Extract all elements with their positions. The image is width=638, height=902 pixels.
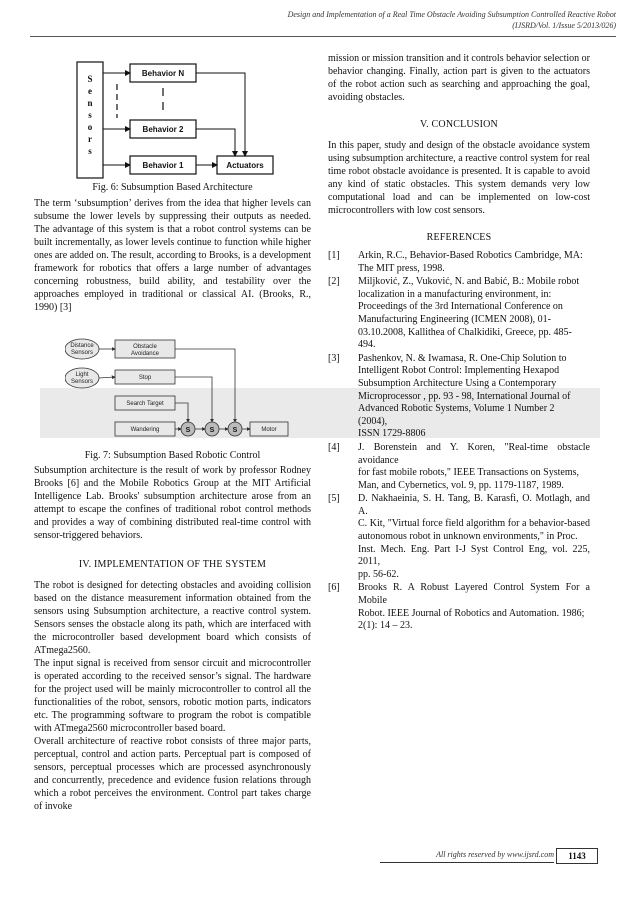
reference-line: Microprocessor , pp. 93 - 98, International Journal of — [358, 390, 571, 402]
reference-line: 2(1): 14 – 23. — [358, 620, 413, 632]
reference-line: ISSN 1729-8806 — [358, 428, 426, 440]
header-rule — [30, 36, 616, 37]
figure-6 — [75, 60, 275, 180]
stop-label: Stop — [138, 375, 152, 381]
paragraph: In this paper, study and design of the obstacle avoidance system using subsumption architecture, a reactive control system for real time robot obstacle avoidance is presented. It is capable to avoid any kind of static obstacles. This system demands very low computational load and can be implemented on low-cost microcontrollers with low cost sensors. — [328, 140, 590, 216]
search-target-label: Search Target — [126, 401, 164, 407]
reference-line: Pashenkov, N. & Iwamasa, R. One-Chip Solution to — [358, 352, 567, 364]
reference-line: Subsumption Architecture Using a Contemporary — [358, 377, 557, 389]
reference-line: Man, and Cybernetics, vol. 9, pp. 1179-1187, 1989. — [358, 479, 564, 491]
reference-line: Inst. Mech. Eng. Part I-J Syst Control Eng, vol. 225, 2011, — [358, 543, 590, 568]
suppressor-label: S — [185, 427, 191, 434]
reference-number: [2] — [328, 276, 340, 288]
figure-7-caption: Fig. 7: Subsumption Based Robotic Control — [84, 450, 261, 461]
motor-label: Motor — [261, 427, 277, 433]
figure-6-caption: Fig. 6: Subsumption Based Architecture — [92, 182, 253, 193]
reference-line: Robot. IEEE Journal of Robotics and Automation. 1986; — [358, 607, 585, 619]
footer-rights: All rights reserved by www.ijsrd.com — [436, 850, 554, 859]
arrow-behavior-n-actuators — [196, 73, 245, 156]
page-number: 1143 — [556, 848, 598, 864]
reference-line: D. Nakhaeinia, S. H. Tang, B. Karasfi, O. Motlagh, and A. — [358, 493, 590, 517]
reference-item — [328, 582, 590, 632]
figure-7-diagram — [65, 338, 290, 446]
reference-line: Arkin, R.C., Behavior-Based Robotics Cambridge, MA: — [358, 250, 583, 261]
reference-line: The MIT press, 1998. — [358, 262, 445, 274]
header-issue: (IJSRD/Vol. 1/Issue 5/2013/026) — [512, 21, 616, 30]
page-footer — [0, 846, 638, 868]
obstacle-avoidance-label: Avoidance — [131, 351, 159, 357]
footer-rule — [380, 862, 554, 863]
wandering-label: Wandering — [130, 427, 160, 433]
sensors-letter: o — [87, 122, 93, 132]
reference-number: [4] — [328, 441, 340, 453]
paragraph: Subsumption architecture is the result of work by professor Rodney Brooks [6] and the Mobile Robotics Group at the MIT Artificial Intelligence Lab. Brooks' subsumption architecture arose from an attempt to escape the confines of traditional robot control methods and provides a way of combining distributed real-time control with sensor-triggered behaviors. — [34, 465, 311, 541]
figure-6-diagram — [75, 60, 275, 180]
running-header — [16, 9, 616, 31]
sensors-letter: S — [87, 74, 93, 84]
section-heading-implementation: IV. IMPLEMENTATION OF THE SYSTEM — [78, 559, 267, 570]
reference-line: Miljković, Z., Vuković, N. and Babić, B.: Mobile robot — [358, 276, 580, 288]
sensors-letter: s — [88, 146, 92, 156]
reference-text — [358, 582, 590, 632]
reference-number: [1] — [328, 250, 340, 261]
reference-line: J. Borenstein and Y. Koren, "Real-time obstacle avoidance — [358, 441, 590, 466]
reference-line: 03.10.2008, Kallithea of Chalkidiki, Greece, pp. 485- — [358, 326, 572, 338]
paragraph: The input signal is received from sensor circuit and microcontroller is operated according to the received sensor’s signal. The hardware for the project used will be mainly microcontroller to control all the functionalities of the robot, sensors, robotic motion parts, indicators etc. The programming software to program the robot is compatible with ATmega2560 microcontroller based board. — [34, 658, 311, 734]
reference-line: localization in a manufacturing environment, in: — [358, 288, 552, 300]
distance-sensors-label: Distance — [70, 343, 94, 349]
suppressor-label: S — [232, 427, 238, 434]
reference-line: pp. 56-62. — [358, 568, 399, 580]
paragraph: Overall architecture of reactive robot consists of three major parts, perceptual, control and action parts. Perceptual part is composed of sensors, perceptual processes which are processed asynchronously and concurrently, precedence and evidence fusion relations through which a robot perceives the environment. Control part takes charge of invoke — [34, 736, 311, 812]
reference-line: Intelligent Robot Control: Implementing Hexapod — [358, 365, 560, 377]
reference-text — [358, 250, 590, 275]
reference-text — [358, 493, 590, 581]
reference-list — [328, 250, 590, 633]
reference-item — [328, 353, 590, 441]
light-sensors-label: Sensors — [70, 379, 94, 385]
paragraph: mission or mission transition and it controls behavior selection or behavior changing. Finally, action part is given to the actuators of the robot action such as searching and approaching the goal, avoiding obstacles. — [328, 53, 590, 103]
reference-line: Proceedings of the 3rd International Conference on — [358, 301, 563, 313]
reference-number: [6] — [328, 582, 340, 594]
right-column — [328, 52, 590, 634]
sensors-letter: r — [88, 134, 92, 144]
reference-item — [328, 493, 590, 581]
reference-text — [358, 276, 590, 352]
arrow-behavior-2-actuators — [196, 129, 235, 156]
reference-line: (2004), — [358, 415, 388, 427]
reference-text — [358, 442, 590, 492]
left-column-upper — [34, 197, 311, 314]
sensors-letter: s — [88, 110, 92, 120]
paragraph: The term ‘subsumption’ derives from the idea that higher levels can subsume the lower levels by suppressing their outputs as needed. The advantage of this system is that a robot control systems can be built incrementally, as lower levels continue to function while higher ones are added on. The result, according to Brooks, is a development framework for robotics that offers a large number of advantages concerning robustness, build ability, and testability over the approaches employed in traditional or classical AI. (Brooks, R., 1990) [3] — [34, 198, 311, 313]
suppressor-label: S — [209, 427, 215, 434]
reference-text — [358, 353, 590, 441]
references-heading: REFERENCES — [426, 232, 492, 243]
reference-number: [3] — [328, 352, 340, 364]
figure-7 — [65, 338, 290, 446]
reference-line: for fast mobile robots," IEEE Transactions on Systems, — [358, 467, 580, 479]
behavior-n-label: Behavior N — [141, 69, 185, 78]
sensors-letter: e — [88, 86, 92, 96]
reference-item — [328, 250, 590, 275]
distance-sensors-node — [65, 339, 99, 359]
light-sensors-label: Light — [75, 372, 89, 378]
sensors-letter: n — [87, 98, 93, 108]
reference-number: [5] — [328, 493, 340, 505]
behavior-2-label: Behavior 2 — [142, 125, 184, 134]
reference-line: Advanced Robotic Systems, Volume 1 Number 2 — [358, 403, 555, 415]
reference-line: 494. — [358, 339, 376, 351]
actuators-label: Actuators — [226, 161, 264, 170]
light-sensors-node — [65, 368, 99, 388]
reference-item — [328, 442, 590, 492]
reference-line: C. Kit, "Virtual force field algorithm for a behavior-based autonomous robot in unknown environments," in Proc. — [358, 518, 590, 543]
section-heading-conclusion: V. CONCLUSION — [420, 119, 498, 130]
behavior-1-label: Behavior 1 — [142, 161, 184, 170]
left-column-lower — [34, 464, 311, 813]
distance-sensors-label: Sensors — [70, 350, 94, 356]
paragraph: The robot is designed for detecting obstacles and avoiding collision based on the distance measurement information obtained from the sensors using Subsumption architecture, a reactive control system. Sensors senses the obstacle along its path, which are interfaced with the microcontroller based development board which consists of ATmega2560. — [34, 580, 311, 656]
obstacle-avoidance-label: Obstacle — [133, 344, 157, 350]
reference-line: Brooks R. A Robust Layered Control System For a Mobile — [358, 582, 590, 607]
reference-item — [328, 276, 590, 352]
header-title: Design and Implementation of a Real Time Obstacle Avoiding Subsumption Controlled Reactive Robot — [287, 10, 616, 19]
reference-line: Manufacturing Engineering (ICMEN 2008), 01- — [358, 313, 552, 325]
